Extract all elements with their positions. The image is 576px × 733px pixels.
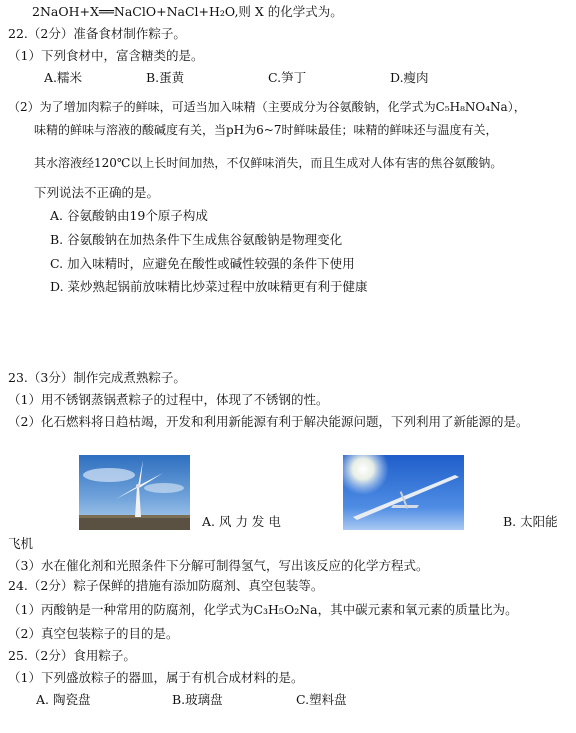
q24-sub2: （2）真空包装粽子的目的是。 <box>8 626 179 641</box>
q22-header: 22.（2分）准备食材制作粽子。 <box>8 26 186 41</box>
solar-plane-image <box>343 455 464 530</box>
q22-sub2-line3: 其水溶液经120℃以上长时间加热，不仅鲜味消失，而且生成对人体有害的焦谷氨酸钠。 <box>34 156 503 170</box>
q25-sub1: （1）下列盛放粽子的器皿，属于有机合成材料的是。 <box>8 670 304 685</box>
q23-header: 23.（3分）制作完成煮熟粽子。 <box>8 370 186 385</box>
q25-sub1-option-b: B.玻璃盘 <box>172 692 223 707</box>
q23-sub2: （2）化石燃料将日趋枯竭，开发和利用新能源有利于解决能源问题，下列利用了新能源的是。 <box>8 414 529 429</box>
q21-tail: 2NaOH+X══NaClO+NaCl+H₂O,则 X 的化学式为。 <box>32 4 343 19</box>
q22-sub2-option-c: C. 加入味精时，应避免在酸性或碱性较强的条件下使用 <box>50 256 355 271</box>
wind-turbine-image <box>79 455 190 530</box>
q22-sub1-option-d: D.瘦肉 <box>390 70 429 85</box>
q22-sub1-option-b: B.蛋黄 <box>146 70 185 85</box>
q22-sub1-option-c: C.笋丁 <box>268 70 307 85</box>
q25-header: 25.（2分）食用粽子。 <box>8 648 136 663</box>
q22-sub2-prompt: 下列说法不正确的是。 <box>34 185 160 200</box>
q23-option-b-continuation: 飞机 <box>8 536 34 551</box>
q23-option-a: A. 风 力 发 电 <box>202 514 281 529</box>
q22-sub2-option-d: D. 菜炒熟起锅前放味精比炒菜过程中放味精更有利于健康 <box>50 279 368 294</box>
q23-option-b: B. 太阳能 <box>503 514 558 529</box>
q24-header: 24.（2分）粽子保鲜的措施有添加防腐剂、真空包装等。 <box>8 578 324 593</box>
q23-sub3: （3）水在催化剂和光照条件下分解可制得氢气，写出该反应的化学方程式。 <box>8 558 429 573</box>
q25-sub1-option-a: A. 陶瓷盘 <box>36 692 91 707</box>
q23-sub1: （1）用不锈钢蒸锅煮粽子的过程中，体现了不锈钢的性。 <box>8 392 329 407</box>
q22-sub1: （1）下列食材中，富含糖类的是。 <box>8 48 204 63</box>
q22-sub1-option-a: A.糯米 <box>44 70 83 85</box>
q22-sub2-line2: 味精的鲜味与溶液的酸碱度有关，当pH为6~7时鲜味最佳；味精的鲜味还与温度有关， <box>34 123 498 137</box>
q25-sub1-option-c: C.塑料盘 <box>296 692 347 707</box>
q22-sub2-line1: （2）为了增加肉粽子的鲜味，可适当加入味精（主要成分为谷氨酸钠，化学式为C₅H₈NO₄Na）， <box>8 100 526 114</box>
q22-sub2-option-a: A. 谷氨酸钠由19个原子构成 <box>50 208 208 223</box>
q22-sub2-option-b: B. 谷氨酸钠在加热条件下生成焦谷氨酸钠是物理变化 <box>50 232 343 247</box>
q24-sub1: （1）丙酸钠是一种常用的防腐剂，化学式为C₃H₅O₂Na，其中碳元素和氧元素的质量比为。 <box>8 602 518 617</box>
